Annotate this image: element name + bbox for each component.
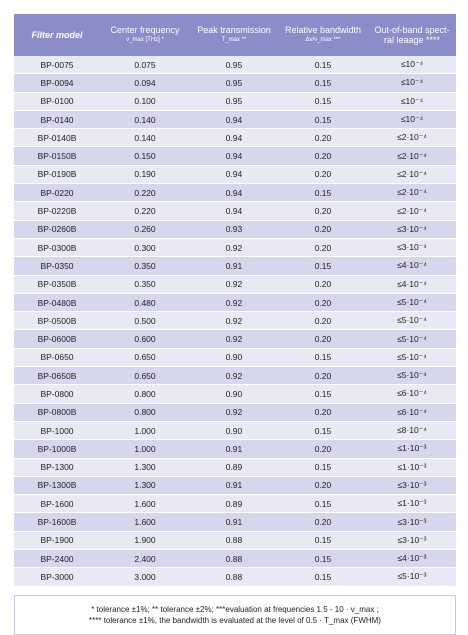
- cell-model: BP-0650: [14, 348, 100, 366]
- header-bandwidth-label: Relative bandwidth: [284, 25, 362, 35]
- filter-spec-table: [14, 14, 456, 587]
- cell-leakage: ≤3·10⁻³: [368, 531, 456, 549]
- cell-model: BP-0500B: [14, 312, 100, 330]
- cell-frequency: 0.260: [100, 220, 190, 238]
- cell-model: BP-0140B: [14, 129, 100, 147]
- cell-model: BP-0100: [14, 92, 100, 110]
- cell-bandwidth: 0.20: [278, 312, 368, 330]
- cell-leakage: ≤6·10⁻⁴: [368, 403, 456, 421]
- cell-peak: 0.92: [190, 367, 278, 385]
- cell-model: BP-0650B: [14, 367, 100, 385]
- cell-leakage: ≤2·10⁻⁴: [368, 147, 456, 165]
- cell-leakage: ≤2·10⁻⁴: [368, 165, 456, 183]
- cell-frequency: 0.220: [100, 184, 190, 202]
- cell-bandwidth: 0.15: [278, 421, 368, 439]
- table-row: [14, 129, 456, 147]
- cell-peak: 0.94: [190, 110, 278, 128]
- table-row: [14, 293, 456, 311]
- cell-peak: 0.93: [190, 220, 278, 238]
- cell-peak: 0.95: [190, 92, 278, 110]
- cell-frequency: 0.140: [100, 110, 190, 128]
- cell-peak: 0.92: [190, 403, 278, 421]
- table-row: [14, 458, 456, 476]
- cell-leakage: ≤5·10⁻⁴: [368, 312, 456, 330]
- cell-model: BP-0480B: [14, 293, 100, 311]
- table-row: [14, 220, 456, 238]
- cell-bandwidth: 0.15: [278, 458, 368, 476]
- cell-peak: 0.91: [190, 513, 278, 531]
- cell-peak: 0.90: [190, 421, 278, 439]
- cell-leakage: ≤10⁻⁴: [368, 74, 456, 92]
- cell-bandwidth: 0.15: [278, 385, 368, 403]
- table-row: [14, 56, 456, 74]
- cell-leakage: ≤6·10⁻⁴: [368, 385, 456, 403]
- cell-frequency: 1.600: [100, 495, 190, 513]
- cell-peak: 0.94: [190, 147, 278, 165]
- cell-bandwidth: 0.20: [278, 513, 368, 531]
- header-relative-bandwidth: [278, 14, 368, 56]
- table-row: [14, 550, 456, 568]
- cell-bandwidth: 0.20: [278, 165, 368, 183]
- cell-peak: 0.90: [190, 348, 278, 366]
- cell-bandwidth: 0.20: [278, 202, 368, 220]
- cell-peak: 0.92: [190, 275, 278, 293]
- cell-leakage: ≤10⁻⁴: [368, 110, 456, 128]
- cell-leakage: ≤2·10⁻⁴: [368, 129, 456, 147]
- footnote-box: [14, 595, 456, 635]
- cell-peak: 0.91: [190, 476, 278, 494]
- table-row: [14, 74, 456, 92]
- table-row: [14, 202, 456, 220]
- cell-leakage: ≤8·10⁻⁴: [368, 421, 456, 439]
- table-body: [14, 56, 456, 586]
- cell-model: BP-0190B: [14, 165, 100, 183]
- header-peak-transmission: [190, 14, 278, 56]
- table-row: [14, 312, 456, 330]
- cell-frequency: 0.075: [100, 56, 190, 74]
- cell-peak: 0.94: [190, 202, 278, 220]
- header-out-of-band: Out-of-band spect-ral leaage ****: [368, 14, 456, 56]
- cell-model: BP-0075: [14, 56, 100, 74]
- cell-peak: 0.94: [190, 184, 278, 202]
- table-row: [14, 275, 456, 293]
- cell-leakage: ≤3·10⁻⁴: [368, 238, 456, 256]
- cell-bandwidth: 0.20: [278, 440, 368, 458]
- header-center-label: Center frequency: [110, 25, 180, 35]
- table-row: [14, 257, 456, 275]
- cell-bandwidth: 0.20: [278, 330, 368, 348]
- table-row: [14, 568, 456, 586]
- cell-peak: 0.88: [190, 531, 278, 549]
- cell-peak: 0.92: [190, 238, 278, 256]
- cell-frequency: 1.600: [100, 513, 190, 531]
- table-row: [14, 476, 456, 494]
- cell-peak: 0.95: [190, 74, 278, 92]
- cell-frequency: 0.300: [100, 238, 190, 256]
- cell-leakage: ≤5·10⁻⁴: [368, 348, 456, 366]
- table-row: [14, 165, 456, 183]
- cell-model: BP-0220: [14, 184, 100, 202]
- cell-frequency: 0.800: [100, 385, 190, 403]
- cell-frequency: 0.600: [100, 330, 190, 348]
- cell-model: BP-1600B: [14, 513, 100, 531]
- cell-bandwidth: 0.15: [278, 184, 368, 202]
- cell-model: BP-2400: [14, 550, 100, 568]
- cell-bandwidth: 0.15: [278, 568, 368, 586]
- cell-leakage: ≤1·10⁻³: [368, 440, 456, 458]
- cell-leakage: ≤2·10⁻⁴: [368, 184, 456, 202]
- table-row: [14, 110, 456, 128]
- cell-leakage: ≤1·10⁻³: [368, 458, 456, 476]
- header-center-sub: ν_max [THz] *: [126, 37, 164, 43]
- table-row: [14, 184, 456, 202]
- header-peak-label: Peak transmission: [197, 25, 271, 35]
- cell-model: BP-1300B: [14, 476, 100, 494]
- cell-bandwidth: 0.20: [278, 476, 368, 494]
- cell-bandwidth: 0.20: [278, 238, 368, 256]
- cell-frequency: 0.650: [100, 348, 190, 366]
- filter-table-container: [14, 14, 456, 635]
- table-row: [14, 440, 456, 458]
- cell-peak: 0.89: [190, 495, 278, 513]
- cell-frequency: 0.480: [100, 293, 190, 311]
- cell-peak: 0.95: [190, 56, 278, 74]
- cell-frequency: 0.350: [100, 257, 190, 275]
- table-row: [14, 385, 456, 403]
- cell-model: BP-0260B: [14, 220, 100, 238]
- cell-frequency: 1.300: [100, 476, 190, 494]
- cell-peak: 0.94: [190, 165, 278, 183]
- cell-peak: 0.92: [190, 312, 278, 330]
- cell-frequency: 0.220: [100, 202, 190, 220]
- cell-frequency: 0.500: [100, 312, 190, 330]
- cell-frequency: 2.400: [100, 550, 190, 568]
- cell-frequency: 0.190: [100, 165, 190, 183]
- cell-model: BP-0350B: [14, 275, 100, 293]
- cell-bandwidth: 0.20: [278, 220, 368, 238]
- cell-peak: 0.90: [190, 385, 278, 403]
- cell-model: BP-0600B: [14, 330, 100, 348]
- cell-model: BP-0350: [14, 257, 100, 275]
- cell-peak: 0.92: [190, 330, 278, 348]
- cell-bandwidth: 0.15: [278, 257, 368, 275]
- cell-bandwidth: 0.15: [278, 550, 368, 568]
- cell-bandwidth: 0.20: [278, 147, 368, 165]
- cell-bandwidth: 0.15: [278, 56, 368, 74]
- cell-peak: 0.88: [190, 568, 278, 586]
- table-row: [14, 513, 456, 531]
- header-filter-model: Filter model: [14, 14, 100, 56]
- table-row: [14, 403, 456, 421]
- table-row: [14, 348, 456, 366]
- cell-leakage: ≤5·10⁻⁴: [368, 293, 456, 311]
- cell-bandwidth: 0.15: [278, 531, 368, 549]
- cell-model: BP-0150B: [14, 147, 100, 165]
- cell-frequency: 1.000: [100, 421, 190, 439]
- table-row: [14, 531, 456, 549]
- cell-model: BP-0800B: [14, 403, 100, 421]
- cell-model: BP-0140: [14, 110, 100, 128]
- table-row: [14, 421, 456, 439]
- cell-bandwidth: 0.20: [278, 367, 368, 385]
- cell-leakage: ≤10⁻⁴: [368, 92, 456, 110]
- cell-model: BP-0094: [14, 74, 100, 92]
- cell-model: BP-0300B: [14, 238, 100, 256]
- cell-leakage: ≤3·10⁻³: [368, 476, 456, 494]
- cell-frequency: 0.094: [100, 74, 190, 92]
- cell-peak: 0.89: [190, 458, 278, 476]
- cell-bandwidth: 0.15: [278, 74, 368, 92]
- cell-bandwidth: 0.20: [278, 129, 368, 147]
- cell-frequency: 0.150: [100, 147, 190, 165]
- table-row: [14, 147, 456, 165]
- cell-leakage: ≤4·10⁻⁴: [368, 257, 456, 275]
- cell-leakage: ≤2·10⁻⁴: [368, 202, 456, 220]
- cell-peak: 0.92: [190, 293, 278, 311]
- cell-leakage: ≤4·10⁻⁴: [368, 275, 456, 293]
- cell-leakage: ≤10⁻⁴: [368, 56, 456, 74]
- cell-bandwidth: 0.15: [278, 92, 368, 110]
- header-center-frequency: [100, 14, 190, 56]
- cell-frequency: 0.350: [100, 275, 190, 293]
- footnote-line-1: * tolerance ±1%; ** tolerance ±2%; ***evaluation at frequencies 1.5 - 10 · ν_max ;: [91, 604, 379, 614]
- cell-frequency: 0.800: [100, 403, 190, 421]
- cell-model: BP-1000B: [14, 440, 100, 458]
- cell-frequency: 0.100: [100, 92, 190, 110]
- table-row: [14, 238, 456, 256]
- table-row: [14, 92, 456, 110]
- cell-frequency: 1.300: [100, 458, 190, 476]
- cell-model: BP-3000: [14, 568, 100, 586]
- cell-frequency: 1.900: [100, 531, 190, 549]
- header-bandwidth-sub: Δν/ν_max ***: [305, 37, 341, 43]
- cell-leakage: ≤1·10⁻³: [368, 495, 456, 513]
- cell-bandwidth: 0.20: [278, 275, 368, 293]
- cell-frequency: 0.650: [100, 367, 190, 385]
- cell-frequency: 3.000: [100, 568, 190, 586]
- cell-model: BP-0800: [14, 385, 100, 403]
- table-row: [14, 495, 456, 513]
- cell-leakage: ≤5·10⁻⁴: [368, 330, 456, 348]
- cell-frequency: 1.000: [100, 440, 190, 458]
- table-header: [14, 14, 456, 56]
- cell-peak: 0.91: [190, 257, 278, 275]
- cell-leakage: ≤5·10⁻³: [368, 568, 456, 586]
- cell-bandwidth: 0.15: [278, 110, 368, 128]
- cell-bandwidth: 0.15: [278, 495, 368, 513]
- table-row: [14, 367, 456, 385]
- cell-leakage: ≤3·10⁻⁴: [368, 220, 456, 238]
- cell-model: BP-1600: [14, 495, 100, 513]
- footnote-line-2: **** tolerance ±1%, the bandwidth is evaluated at the level of 0.5 · T_max (FWHM): [89, 615, 381, 625]
- cell-frequency: 0.140: [100, 129, 190, 147]
- cell-peak: 0.94: [190, 129, 278, 147]
- cell-model: BP-1300: [14, 458, 100, 476]
- cell-leakage: ≤4·10⁻³: [368, 550, 456, 568]
- cell-model: BP-1000: [14, 421, 100, 439]
- header-peak-sub: T_max **: [221, 37, 247, 43]
- cell-leakage: ≤3·10⁻³: [368, 513, 456, 531]
- cell-model: BP-1900: [14, 531, 100, 549]
- cell-bandwidth: 0.20: [278, 403, 368, 421]
- cell-model: BP-0220B: [14, 202, 100, 220]
- cell-bandwidth: 0.15: [278, 348, 368, 366]
- cell-peak: 0.91: [190, 440, 278, 458]
- cell-bandwidth: 0.20: [278, 293, 368, 311]
- cell-leakage: ≤5·10⁻⁴: [368, 367, 456, 385]
- table-row: [14, 330, 456, 348]
- cell-peak: 0.88: [190, 550, 278, 568]
